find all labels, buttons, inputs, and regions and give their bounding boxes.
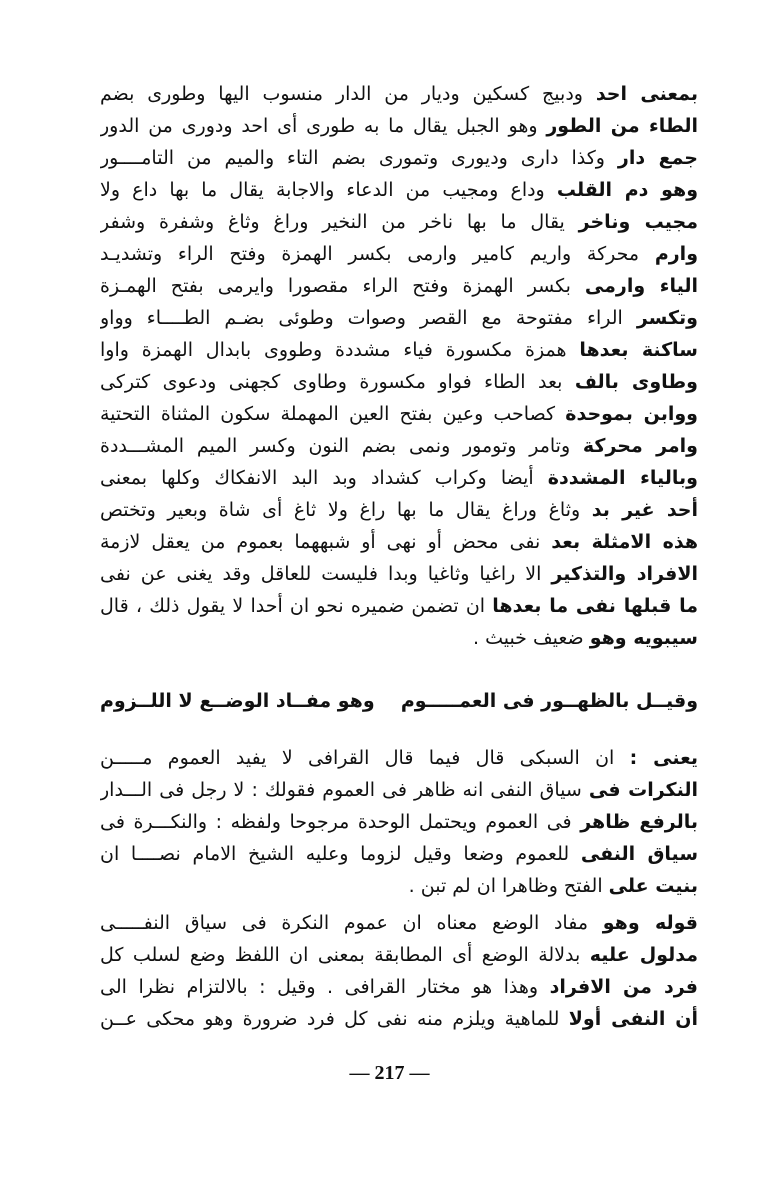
- line-text: ان السبكى قال فيما قال القرافى لا يفيد العموم مـــــن: [100, 747, 630, 769]
- line-text: بدلالة الوضع أى المطابقة بمعنى ان اللفظ وضع لسلب كل: [100, 944, 590, 966]
- text-line: [100, 302, 698, 334]
- line-lead: وهو دم القلب: [556, 179, 698, 201]
- line-lead: الياء وارمى: [584, 275, 698, 297]
- text-line: [100, 398, 698, 430]
- line-text: فى العموم ويحتمل الوحدة مرجوحا ولفظه : والنكـــرة فى: [100, 811, 581, 833]
- page-number: — 217 —: [349, 1062, 430, 1084]
- text-line: [100, 430, 698, 462]
- line-text: ضعيف خبيث .: [472, 627, 590, 649]
- line-lead: وارم: [654, 243, 698, 265]
- line-lead: سيبويه وهو: [589, 627, 698, 649]
- text-line: [100, 774, 698, 806]
- line-text: بكسر الهمزة وفتح الراء مقصورا وايرمى بفتح الهمـزة: [100, 275, 585, 297]
- text-line: [100, 742, 698, 774]
- text-line: [100, 939, 698, 971]
- text-line: [100, 366, 698, 398]
- line-text: للماهية ويلزم منه نفى كل فرد ضرورة وهو محكى عــن: [100, 1008, 569, 1030]
- line-text: ودبيج كسكين وديار من الدار منسوب اليها وطورى بضم: [100, 83, 596, 105]
- line-text: الا راغيا وثاغيا وبدا فليست للعاقل وقد يغنى عن نفى: [100, 563, 552, 585]
- line-lead: وبالياء المشددة: [547, 467, 698, 489]
- text-line: [100, 907, 698, 939]
- line-lead: مدلول عليه: [589, 944, 698, 966]
- line-lead: جمع دار: [617, 147, 698, 169]
- line-lead: وامر محركة: [582, 435, 698, 457]
- line-lead: الطاء من الطور: [546, 115, 698, 137]
- text-line: [100, 526, 698, 558]
- text-line: [100, 806, 698, 838]
- line-text: للعموم وضعا وقيل لزوما وعليه الشيخ الامام نصــــا ان: [100, 843, 581, 865]
- text-line: [100, 622, 698, 654]
- line-lead: مجيب وناخر: [578, 211, 698, 233]
- text-line: [100, 238, 698, 270]
- line-lead: فرد من الافراد: [549, 976, 698, 998]
- line-text: سياق النفى انه ظاهر فى العموم فقولك : لا رجل فى الـــدار: [100, 779, 589, 801]
- line-lead: أن النفى أولا: [568, 1008, 698, 1030]
- line-text: وهذا هو مختار القرافى . وقيل : بالالتزام نظرا الى: [100, 976, 550, 998]
- text-line: [100, 206, 698, 238]
- line-text: أيضا وكراب كشداد وبد البد الانفكاك وكلها بمعنى: [100, 467, 548, 489]
- line-lead: وطاوى بالف: [574, 371, 698, 393]
- text-line: [100, 558, 698, 590]
- text-line: [100, 590, 698, 622]
- text-line: [100, 870, 698, 902]
- line-text: الراء مفتوحة مع القصر وصوات وطوئى بضـم الطــــاء وواو: [100, 307, 637, 329]
- line-text: الفتح وظاهرا ان لم تبن .: [408, 875, 609, 897]
- line-lead: أحد غير بد: [591, 499, 698, 521]
- line-lead: وتكسر: [636, 307, 698, 329]
- verse-second-hemistich: وهو مفــاد الوضــع لا اللــزوم: [100, 690, 375, 712]
- paragraph-2: [100, 742, 698, 902]
- line-lead: بالرفع ظاهر: [580, 811, 698, 833]
- line-text: وتامر وتومور ونمى بضم النون وكسر الميم المشـــددة: [100, 435, 583, 457]
- text-line: [100, 142, 698, 174]
- line-text: كصاحب وعين بفتح العين المهملة سكون المثناة التحتية: [100, 403, 566, 425]
- text-line: [100, 1003, 698, 1035]
- text-line: [100, 462, 698, 494]
- text-line: [100, 270, 698, 302]
- line-lead: النكرات فى: [588, 779, 698, 801]
- verse-first-hemistich: وقيــل بالظهــور فى العمـــــوم: [400, 690, 698, 712]
- line-text: بعد الطاء فواو مكسورة وطاوى كجهنى ودعوى كترکی: [100, 371, 575, 393]
- text-line: [100, 174, 698, 206]
- line-lead: ساكنة بعدها: [579, 339, 698, 361]
- line-text: وهو الجبل يقال ما به طورى أى احد ودورى من الدور: [100, 115, 547, 137]
- line-text: ان تضمن ضميره نحو ان أحدا لا يقول ذلك ، قال: [100, 595, 493, 617]
- line-text: وكذا دارى وديورى وتمورى بضم التاء والميم من التامــــور: [100, 147, 618, 169]
- line-text: يقال ما بها ناخر من النخير وراغ وثاغ وشفرة وشفر: [100, 211, 579, 233]
- line-text: وداع ومجيب من الدعاء والاجابة يقال ما بها داع ولا: [100, 179, 557, 201]
- line-lead: الافراد والتذكير: [551, 563, 698, 585]
- paragraph-3: [100, 907, 698, 1035]
- line-lead: ووابن بموحدة: [565, 403, 698, 425]
- line-text: محركة واريم كامير وارمى بكسر الهمزة وفتح الراء وتشديـد: [100, 243, 655, 265]
- line-lead: يعنى :: [629, 747, 698, 769]
- line-lead: سياق النفى: [580, 843, 698, 865]
- line-lead: بمعنى احد: [595, 83, 698, 105]
- line-lead: هذه الامثلة بعد: [551, 531, 698, 553]
- line-lead: بنيت على: [608, 875, 698, 897]
- paragraph-1: [100, 78, 698, 654]
- text-line: [100, 971, 698, 1003]
- text-line: [100, 110, 698, 142]
- line-text: مفاد الوضع معناه ان عموم النكرة فى سياق النفـــــى: [100, 912, 603, 934]
- line-lead: قوله وهو: [602, 912, 698, 934]
- line-lead: ما قبلها نفى ما بعدها: [492, 595, 698, 617]
- verse-heading: [100, 685, 698, 717]
- text-line: [100, 334, 698, 366]
- line-text: نفى محض أو نهى أو شبههما بعموم من يعقل لازمة: [100, 531, 552, 553]
- text-line: [100, 838, 698, 870]
- text-line: [100, 494, 698, 526]
- line-text: همزة مكسورة فياء مشددة وطووى بابدال الهمزة واوا: [100, 339, 580, 361]
- line-text: وثاغ وراغ يقال ما بها راغ ولا ثاغ أى شاة وبعير وتختص: [100, 499, 592, 521]
- text-line: [100, 78, 698, 110]
